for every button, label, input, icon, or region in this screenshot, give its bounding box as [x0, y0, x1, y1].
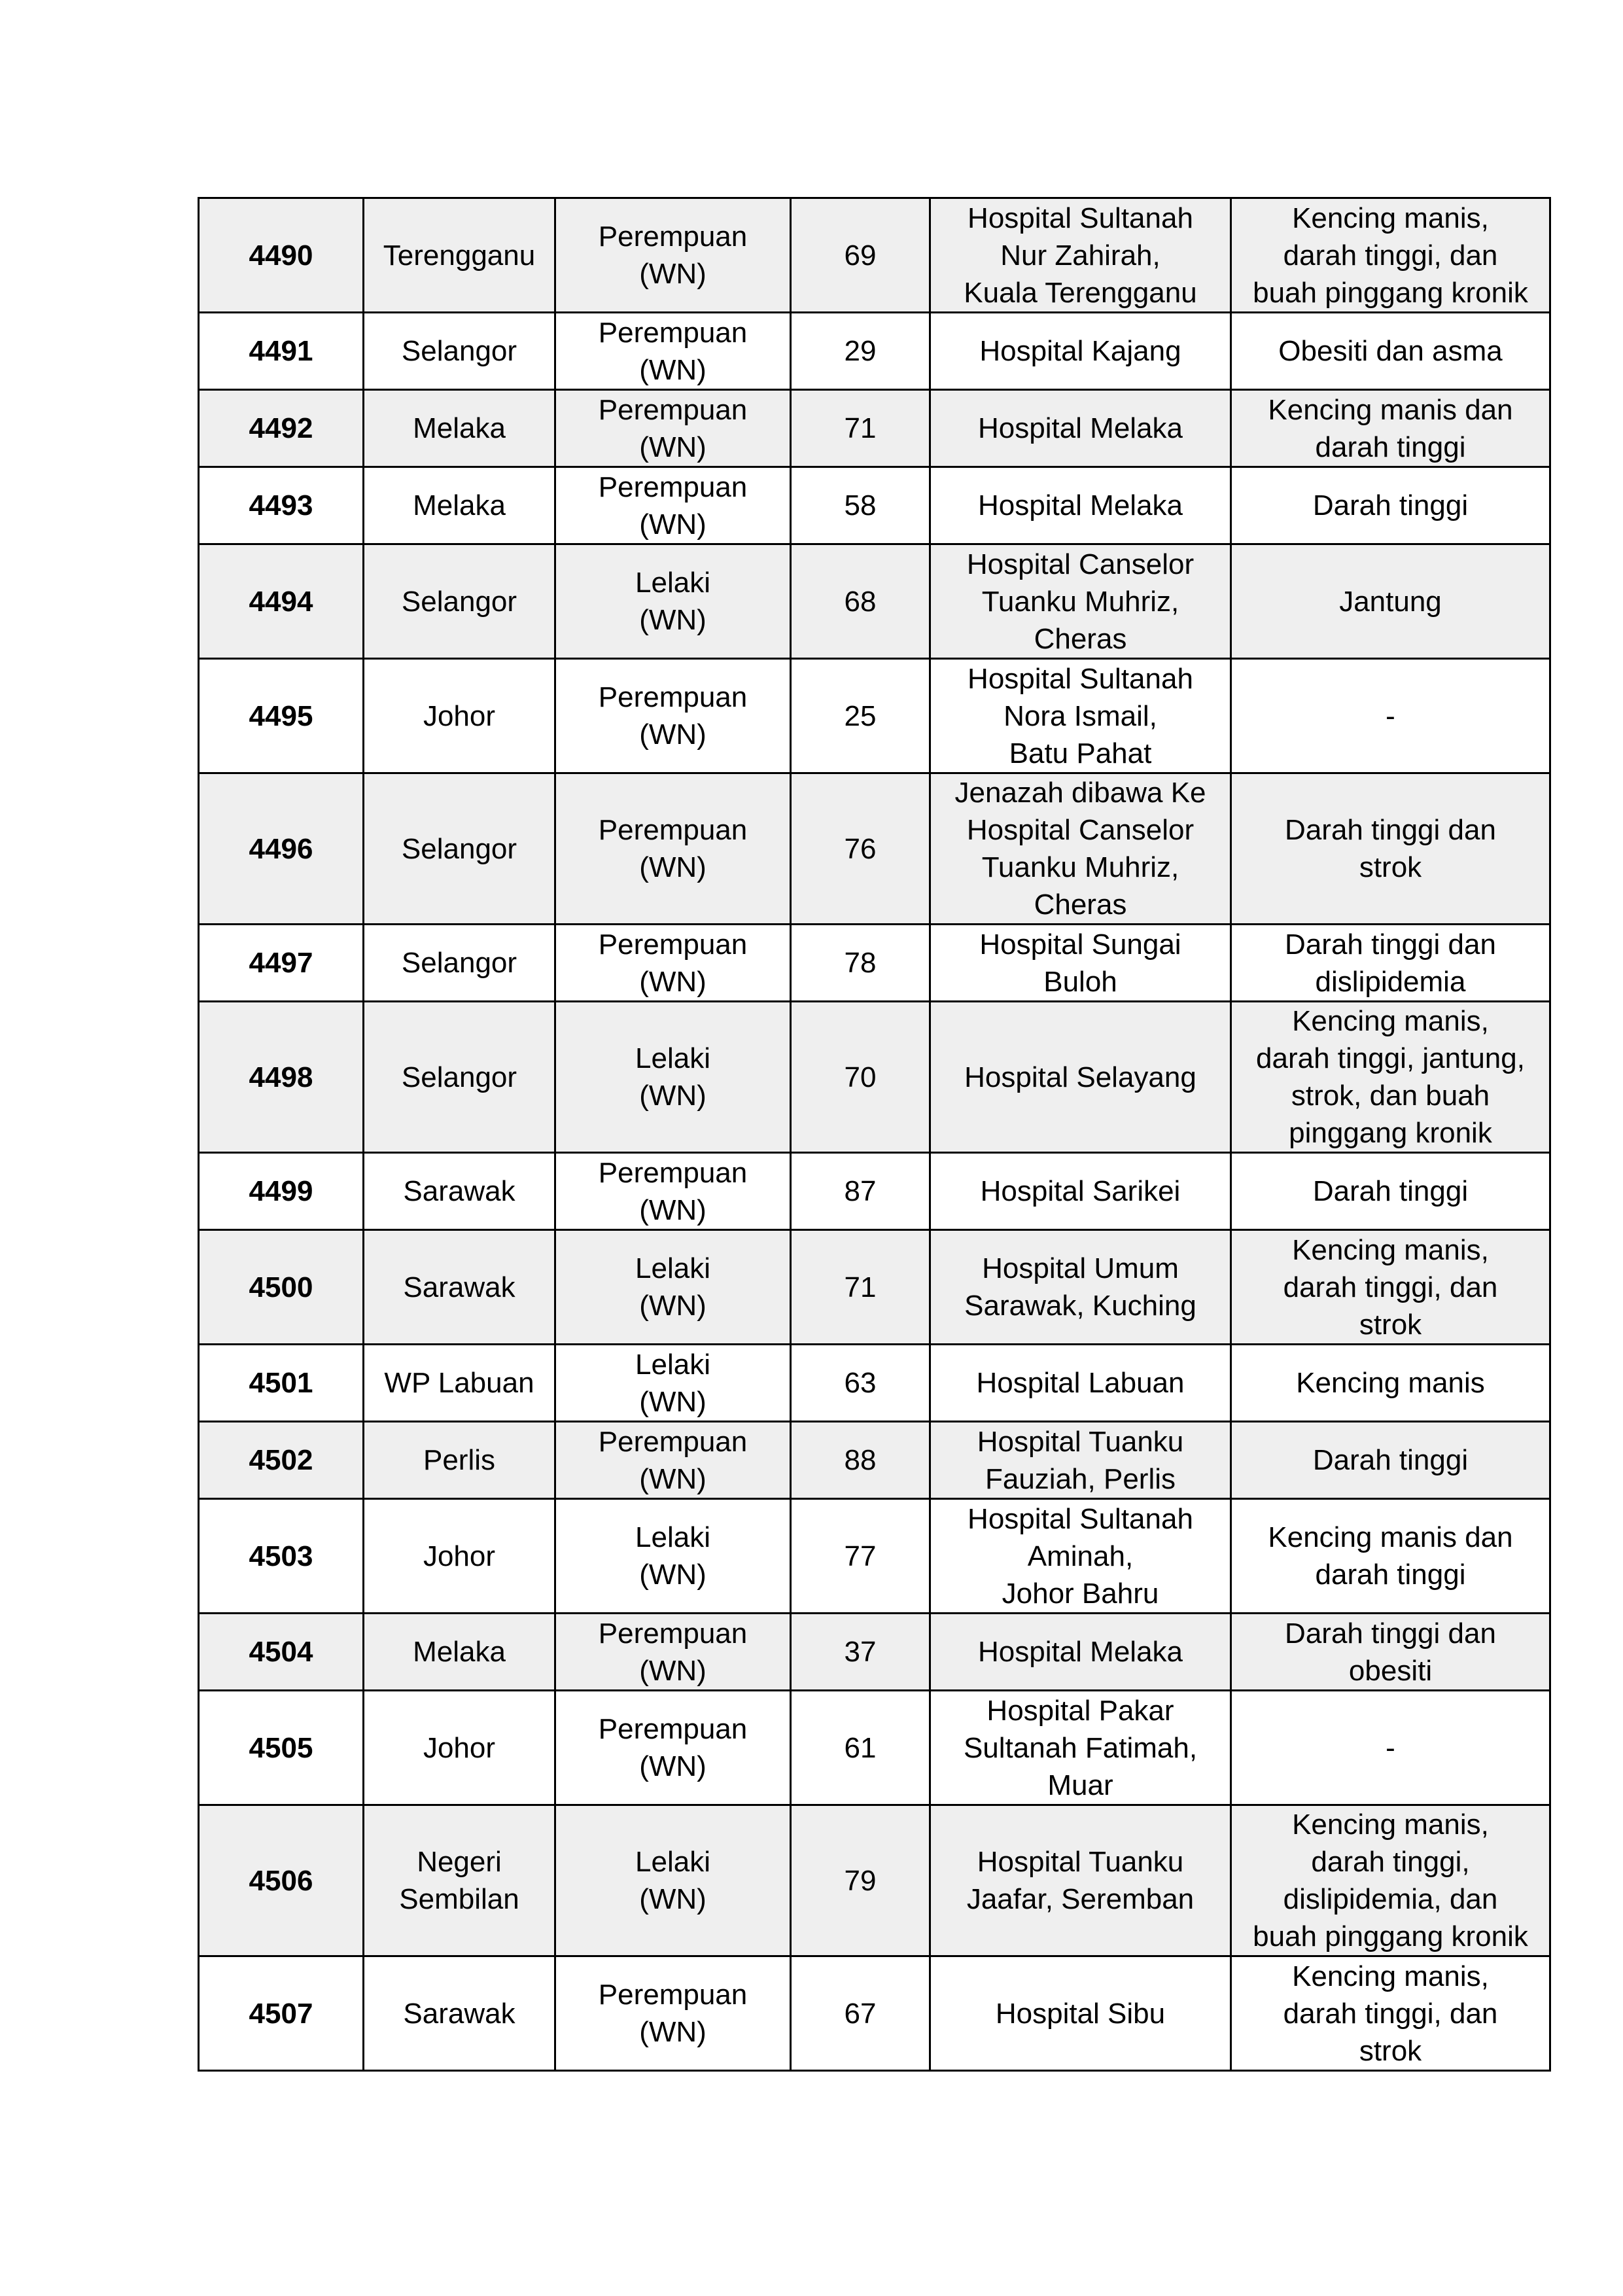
- age-cell: [791, 1345, 930, 1422]
- case-number-cell: [199, 1956, 364, 2071]
- age-cell: [791, 1614, 930, 1691]
- hospital-line: Hospital Sultanah: [968, 202, 1193, 234]
- gender-cell: [555, 773, 791, 925]
- age-cell: [791, 1153, 930, 1230]
- comorbidity-line: strok: [1359, 851, 1422, 883]
- gender-line: (WN): [639, 353, 707, 386]
- gender-cell: [555, 1153, 791, 1230]
- case-number-text: 4490: [249, 239, 313, 272]
- age-text: 29: [844, 335, 877, 367]
- gender-line: (WN): [639, 718, 707, 751]
- age-text: 58: [844, 489, 877, 521]
- gender-cell: [555, 544, 791, 659]
- hospital-cell: [930, 467, 1231, 544]
- age-text: 78: [844, 947, 877, 979]
- age-text: 77: [844, 1540, 877, 1572]
- case-number-text: 4494: [249, 585, 313, 618]
- hospital-cell: [930, 1614, 1231, 1691]
- comorbidity-line: Darah tinggi dan: [1285, 1617, 1496, 1650]
- gender-line: Lelaki: [635, 567, 710, 599]
- case-number-cell: [199, 1805, 364, 1956]
- age-text: 63: [844, 1367, 877, 1399]
- hospital-cell: [930, 1956, 1231, 2071]
- hospital-line: Hospital Tuanku: [977, 1425, 1184, 1458]
- table-row: [199, 313, 1550, 390]
- gender-line: Perempuan: [598, 316, 748, 349]
- comorbidity-line: dislipidemia, dan: [1283, 1883, 1498, 1915]
- comorbidity-line: Kencing manis dan: [1268, 393, 1513, 426]
- age-cell: [791, 659, 930, 773]
- comorbidity-line: dislipidemia: [1315, 965, 1466, 998]
- gender-line: Perempuan: [598, 393, 748, 426]
- hospital-line: Hospital Canselor: [966, 814, 1195, 846]
- hospital-cell: [930, 1153, 1231, 1230]
- case-number-text: 4497: [249, 947, 313, 979]
- age-cell: [791, 1002, 930, 1153]
- age-cell: [791, 1691, 930, 1805]
- comorbidity-cell: [1231, 1691, 1550, 1805]
- case-number-cell: [199, 390, 364, 467]
- gender-cell: [555, 1805, 791, 1956]
- state-text: WP Labuan: [384, 1367, 534, 1399]
- state-cell: [364, 773, 555, 925]
- gender-line: (WN): [639, 1654, 707, 1687]
- state-text: Sarawak: [403, 1271, 515, 1303]
- state-text: Melaka: [413, 412, 506, 444]
- age-cell: [791, 467, 930, 544]
- comorbidity-line: darah tinggi, dan: [1283, 239, 1498, 272]
- hospital-cell: [930, 1691, 1231, 1805]
- comorbidity-cell: [1231, 313, 1550, 390]
- gender-line: (WN): [639, 2016, 707, 2048]
- gender-line: (WN): [639, 965, 707, 998]
- hospital-cell: [930, 925, 1231, 1002]
- hospital-line: Hospital Sungai: [979, 928, 1181, 961]
- comorbidity-cell: [1231, 1956, 1550, 2071]
- case-number-text: 4503: [249, 1540, 313, 1572]
- hospital-line: Aminah,: [1027, 1540, 1134, 1572]
- hospital-line: Hospital Selayang: [964, 1061, 1196, 1093]
- table-row: [199, 1691, 1550, 1805]
- comorbidity-line: Kencing manis: [1296, 1367, 1485, 1399]
- state-text: Sarawak: [403, 1175, 515, 1207]
- gender-line: (WN): [639, 604, 707, 636]
- state-text: Sarawak: [403, 1997, 515, 2030]
- age-cell: [791, 1422, 930, 1499]
- case-number-cell: [199, 313, 364, 390]
- gender-line: (WN): [639, 1290, 707, 1322]
- comorbidity-line: darah tinggi: [1315, 1559, 1466, 1591]
- age-cell: [791, 313, 930, 390]
- gender-cell: [555, 1002, 791, 1153]
- comorbidity-line: Kencing manis dan: [1268, 1521, 1513, 1553]
- case-number-text: 4493: [249, 489, 313, 521]
- state-text: Negeri Sembilan: [399, 1846, 519, 1915]
- state-text: Melaka: [413, 489, 506, 521]
- state-cell: [364, 659, 555, 773]
- comorbidity-line: -: [1386, 699, 1395, 732]
- comorbidity-line: Darah tinggi dan: [1285, 928, 1496, 961]
- gender-line: (WN): [639, 1193, 707, 1226]
- state-cell: [364, 925, 555, 1002]
- table-row: [199, 1230, 1550, 1345]
- table-row: [199, 198, 1550, 313]
- table-row: [199, 1345, 1550, 1422]
- gender-cell: [555, 390, 791, 467]
- table-row: [199, 1805, 1550, 1956]
- age-cell: [791, 925, 930, 1002]
- age-text: 69: [844, 239, 877, 272]
- case-number-text: 4496: [249, 832, 313, 865]
- comorbidity-line: strok, dan buah: [1291, 1080, 1490, 1112]
- comorbidity-line: Kencing manis,: [1292, 1005, 1489, 1037]
- comorbidity-cell: [1231, 1002, 1550, 1153]
- state-text: Selangor: [401, 1061, 517, 1093]
- gender-cell: [555, 1230, 791, 1345]
- comorbidity-line: darah tinggi, dan: [1283, 1271, 1498, 1303]
- comorbidity-line: Kencing manis,: [1292, 1233, 1489, 1266]
- comorbidity-line: Jantung: [1339, 585, 1442, 618]
- gender-line: Perempuan: [598, 814, 748, 846]
- age-cell: [791, 544, 930, 659]
- age-text: 68: [844, 585, 877, 618]
- table-row: [199, 467, 1550, 544]
- comorbidity-line: darah tinggi: [1315, 431, 1466, 463]
- hospital-cell: [930, 1422, 1231, 1499]
- age-cell: [791, 198, 930, 313]
- hospital-line: Hospital Melaka: [977, 489, 1183, 521]
- case-number-text: 4502: [249, 1444, 313, 1476]
- case-number-text: 4506: [249, 1864, 313, 1897]
- case-number-text: 4507: [249, 1997, 313, 2030]
- gender-line: Perempuan: [598, 928, 748, 961]
- state-cell: [364, 544, 555, 659]
- gender-cell: [555, 467, 791, 544]
- table-row: [199, 925, 1550, 1002]
- comorbidity-line: strok: [1359, 2034, 1422, 2067]
- hospital-line: Buloh: [1043, 965, 1117, 998]
- table-row: [199, 1614, 1550, 1691]
- state-cell: [364, 1691, 555, 1805]
- gender-line: (WN): [639, 1883, 707, 1915]
- hospital-cell: [930, 1805, 1231, 1956]
- hospital-cell: [930, 659, 1231, 773]
- gender-cell: [555, 1691, 791, 1805]
- gender-line: (WN): [639, 1559, 707, 1591]
- hospital-line: Sultanah Fatimah,: [963, 1731, 1198, 1764]
- comorbidity-cell: [1231, 1345, 1550, 1422]
- state-text: Selangor: [401, 585, 517, 618]
- age-text: 76: [844, 832, 877, 865]
- comorbidity-line: buah pinggang kronik: [1253, 276, 1528, 309]
- hospital-cell: [930, 198, 1231, 313]
- age-cell: [791, 1499, 930, 1614]
- age-text: 25: [844, 699, 877, 732]
- state-cell: [364, 1805, 555, 1956]
- age-text: 37: [844, 1636, 877, 1668]
- hospital-line: Cheras: [1034, 622, 1127, 655]
- case-number-cell: [199, 544, 364, 659]
- age-text: 70: [844, 1061, 877, 1093]
- comorbidity-cell: [1231, 925, 1550, 1002]
- hospital-line: Jenazah dibawa Ke: [954, 777, 1206, 809]
- gender-line: (WN): [639, 851, 707, 883]
- comorbidity-cell: [1231, 1499, 1550, 1614]
- case-number-cell: [199, 773, 364, 925]
- hospital-cell: [930, 1230, 1231, 1345]
- gender-line: Perempuan: [598, 1617, 748, 1650]
- hospital-cell: [930, 773, 1231, 925]
- comorbidity-line: Darah tinggi: [1312, 1175, 1469, 1207]
- case-number-text: 4500: [249, 1271, 313, 1303]
- comorbidity-cell: [1231, 1614, 1550, 1691]
- hospital-cell: [930, 313, 1231, 390]
- case-number-text: 4501: [249, 1367, 313, 1399]
- hospital-line: Hospital Melaka: [977, 1636, 1183, 1668]
- state-cell: [364, 313, 555, 390]
- hospital-line: Hospital Sultanah: [968, 1502, 1193, 1535]
- state-text: Melaka: [413, 1636, 506, 1668]
- case-number-cell: [199, 198, 364, 313]
- table-row: [199, 1499, 1550, 1614]
- comorbidity-cell: [1231, 544, 1550, 659]
- state-text: Selangor: [401, 832, 517, 865]
- gender-line: Perempuan: [598, 681, 748, 713]
- state-text: Johor: [423, 1731, 496, 1764]
- gender-line: Lelaki: [635, 1252, 710, 1284]
- state-cell: [364, 1499, 555, 1614]
- comorbidity-line: Darah tinggi: [1312, 489, 1469, 521]
- hospital-line: Hospital Canselor: [966, 548, 1195, 580]
- state-text: Perlis: [423, 1444, 496, 1476]
- hospital-line: Hospital Labuan: [976, 1367, 1185, 1399]
- comorbidity-cell: [1231, 467, 1550, 544]
- case-number-cell: [199, 1002, 364, 1153]
- case-number-text: 4498: [249, 1061, 313, 1093]
- age-cell: [791, 773, 930, 925]
- comorbidity-cell: [1231, 773, 1550, 925]
- case-number-cell: [199, 1422, 364, 1499]
- age-cell: [791, 1805, 930, 1956]
- gender-line: Perempuan: [598, 1713, 748, 1745]
- gender-cell: [555, 925, 791, 1002]
- case-number-cell: [199, 1691, 364, 1805]
- age-cell: [791, 1230, 930, 1345]
- case-number-text: 4492: [249, 412, 313, 444]
- hospital-line: Nora Ismail,: [1003, 699, 1157, 732]
- comorbidity-line: buah pinggang kronik: [1253, 1920, 1528, 1952]
- gender-cell: [555, 1614, 791, 1691]
- age-cell: [791, 1956, 930, 2071]
- comorbidity-line: Kencing manis,: [1292, 1809, 1489, 1841]
- gender-line: (WN): [639, 1462, 707, 1495]
- gender-line: Perempuan: [598, 470, 748, 503]
- gender-line: (WN): [639, 1750, 707, 1782]
- state-cell: [364, 390, 555, 467]
- comorbidity-line: Obesiti dan asma: [1278, 335, 1503, 367]
- comorbidity-line: strok: [1359, 1308, 1422, 1341]
- case-number-cell: [199, 1230, 364, 1345]
- age-cell: [791, 390, 930, 467]
- gender-line: Lelaki: [635, 1042, 710, 1074]
- comorbidity-line: Kencing manis,: [1292, 1960, 1489, 1992]
- state-cell: [364, 1956, 555, 2071]
- gender-cell: [555, 1345, 791, 1422]
- gender-cell: [555, 659, 791, 773]
- age-text: 67: [844, 1997, 877, 2030]
- hospital-cell: [930, 1499, 1231, 1614]
- hospital-line: Hospital Sibu: [995, 1997, 1166, 2030]
- case-number-text: 4495: [249, 699, 313, 732]
- comorbidity-line: -: [1386, 1731, 1395, 1764]
- comorbidity-cell: [1231, 659, 1550, 773]
- table-row: [199, 390, 1550, 467]
- hospital-line: Sarawak, Kuching: [964, 1290, 1196, 1322]
- state-text: Selangor: [401, 335, 517, 367]
- hospital-cell: [930, 544, 1231, 659]
- hospital-line: Hospital Umum: [982, 1252, 1179, 1284]
- state-text: Selangor: [401, 947, 517, 979]
- comorbidity-cell: [1231, 1805, 1550, 1956]
- gender-line: Lelaki: [635, 1846, 710, 1878]
- case-number-cell: [199, 1499, 364, 1614]
- age-text: 79: [844, 1864, 877, 1897]
- gender-line: Lelaki: [635, 1348, 710, 1381]
- case-number-text: 4499: [249, 1175, 313, 1207]
- state-cell: [364, 467, 555, 544]
- case-number-cell: [199, 1614, 364, 1691]
- hospital-line: Muar: [1047, 1769, 1113, 1801]
- gender-line: (WN): [639, 431, 707, 463]
- comorbidity-line: darah tinggi,: [1311, 1846, 1470, 1878]
- hospital-line: Batu Pahat: [1009, 737, 1152, 769]
- state-cell: [364, 1614, 555, 1691]
- case-number-text: 4505: [249, 1731, 313, 1764]
- hospital-line: Hospital Tuanku: [977, 1846, 1184, 1878]
- gender-cell: [555, 198, 791, 313]
- gender-line: (WN): [639, 1080, 707, 1112]
- case-number-cell: [199, 1153, 364, 1230]
- gender-line: (WN): [639, 508, 707, 540]
- table-row: [199, 1153, 1550, 1230]
- comorbidity-line: obesiti: [1348, 1654, 1433, 1687]
- hospital-line: Tuanku Muhriz,: [981, 585, 1179, 618]
- comorbidity-line: darah tinggi, dan: [1283, 1997, 1498, 2030]
- gender-line: Perempuan: [598, 221, 748, 253]
- gender-line: Perempuan: [598, 1979, 748, 2011]
- comorbidity-cell: [1231, 1230, 1550, 1345]
- hospital-line: Johor Bahru: [1002, 1577, 1159, 1610]
- gender-cell: [555, 1499, 791, 1614]
- comorbidity-cell: [1231, 1153, 1550, 1230]
- state-cell: [364, 1230, 555, 1345]
- hospital-line: Nur Zahirah,: [1000, 239, 1161, 272]
- comorbidity-line: Darah tinggi: [1312, 1444, 1469, 1476]
- table-body: [199, 198, 1550, 2071]
- hospital-line: Hospital Sarikei: [980, 1175, 1181, 1207]
- gender-line: Lelaki: [635, 1521, 710, 1553]
- state-cell: [364, 1345, 555, 1422]
- gender-line: (WN): [639, 1385, 707, 1418]
- case-number-cell: [199, 1345, 364, 1422]
- state-text: Johor: [423, 1540, 496, 1572]
- gender-line: Perempuan: [598, 1156, 748, 1189]
- state-cell: [364, 198, 555, 313]
- table-row: [199, 1422, 1550, 1499]
- comorbidity-line: pinggang kronik: [1289, 1117, 1492, 1149]
- state-cell: [364, 1153, 555, 1230]
- hospital-line: Tuanku Muhriz,: [981, 851, 1179, 883]
- table-row: [199, 773, 1550, 925]
- age-text: 71: [844, 412, 877, 444]
- comorbidity-line: Darah tinggi dan: [1285, 814, 1496, 846]
- hospital-line: Hospital Kajang: [979, 335, 1181, 367]
- age-text: 71: [844, 1271, 877, 1303]
- gender-line: (WN): [639, 258, 707, 290]
- age-text: 61: [844, 1731, 877, 1764]
- case-number-cell: [199, 467, 364, 544]
- age-text: 87: [844, 1175, 877, 1207]
- comorbidity-line: Kencing manis,: [1292, 202, 1489, 234]
- comorbidity-cell: [1231, 390, 1550, 467]
- gender-cell: [555, 1956, 791, 2071]
- state-cell: [364, 1422, 555, 1499]
- case-number-text: 4491: [249, 335, 313, 367]
- table-row: [199, 1956, 1550, 2071]
- case-number-cell: [199, 659, 364, 773]
- comorbidity-line: darah tinggi, jantung,: [1256, 1042, 1525, 1074]
- hospital-line: Hospital Pakar: [986, 1694, 1174, 1727]
- hospital-line: Jaafar, Seremban: [966, 1883, 1195, 1915]
- hospital-cell: [930, 1345, 1231, 1422]
- gender-line: Perempuan: [598, 1425, 748, 1458]
- table-row: [199, 1002, 1550, 1153]
- gender-cell: [555, 313, 791, 390]
- state-text: Johor: [423, 699, 496, 732]
- case-number-text: 4504: [249, 1636, 313, 1668]
- death-cases-table: [198, 197, 1551, 2072]
- gender-cell: [555, 1422, 791, 1499]
- state-cell: [364, 1002, 555, 1153]
- comorbidity-cell: [1231, 1422, 1550, 1499]
- hospital-line: Fauziah, Perlis: [985, 1462, 1176, 1495]
- hospital-cell: [930, 390, 1231, 467]
- hospital-cell: [930, 1002, 1231, 1153]
- age-text: 88: [844, 1444, 877, 1476]
- hospital-line: Cheras: [1034, 889, 1127, 921]
- hospital-line: Kuala Terengganu: [964, 276, 1197, 309]
- table-row: [199, 659, 1550, 773]
- hospital-line: Hospital Melaka: [977, 412, 1183, 444]
- state-text: Terengganu: [383, 239, 536, 272]
- table-row: [199, 544, 1550, 659]
- case-number-cell: [199, 925, 364, 1002]
- comorbidity-cell: [1231, 198, 1550, 313]
- hospital-line: Hospital Sultanah: [968, 662, 1193, 695]
